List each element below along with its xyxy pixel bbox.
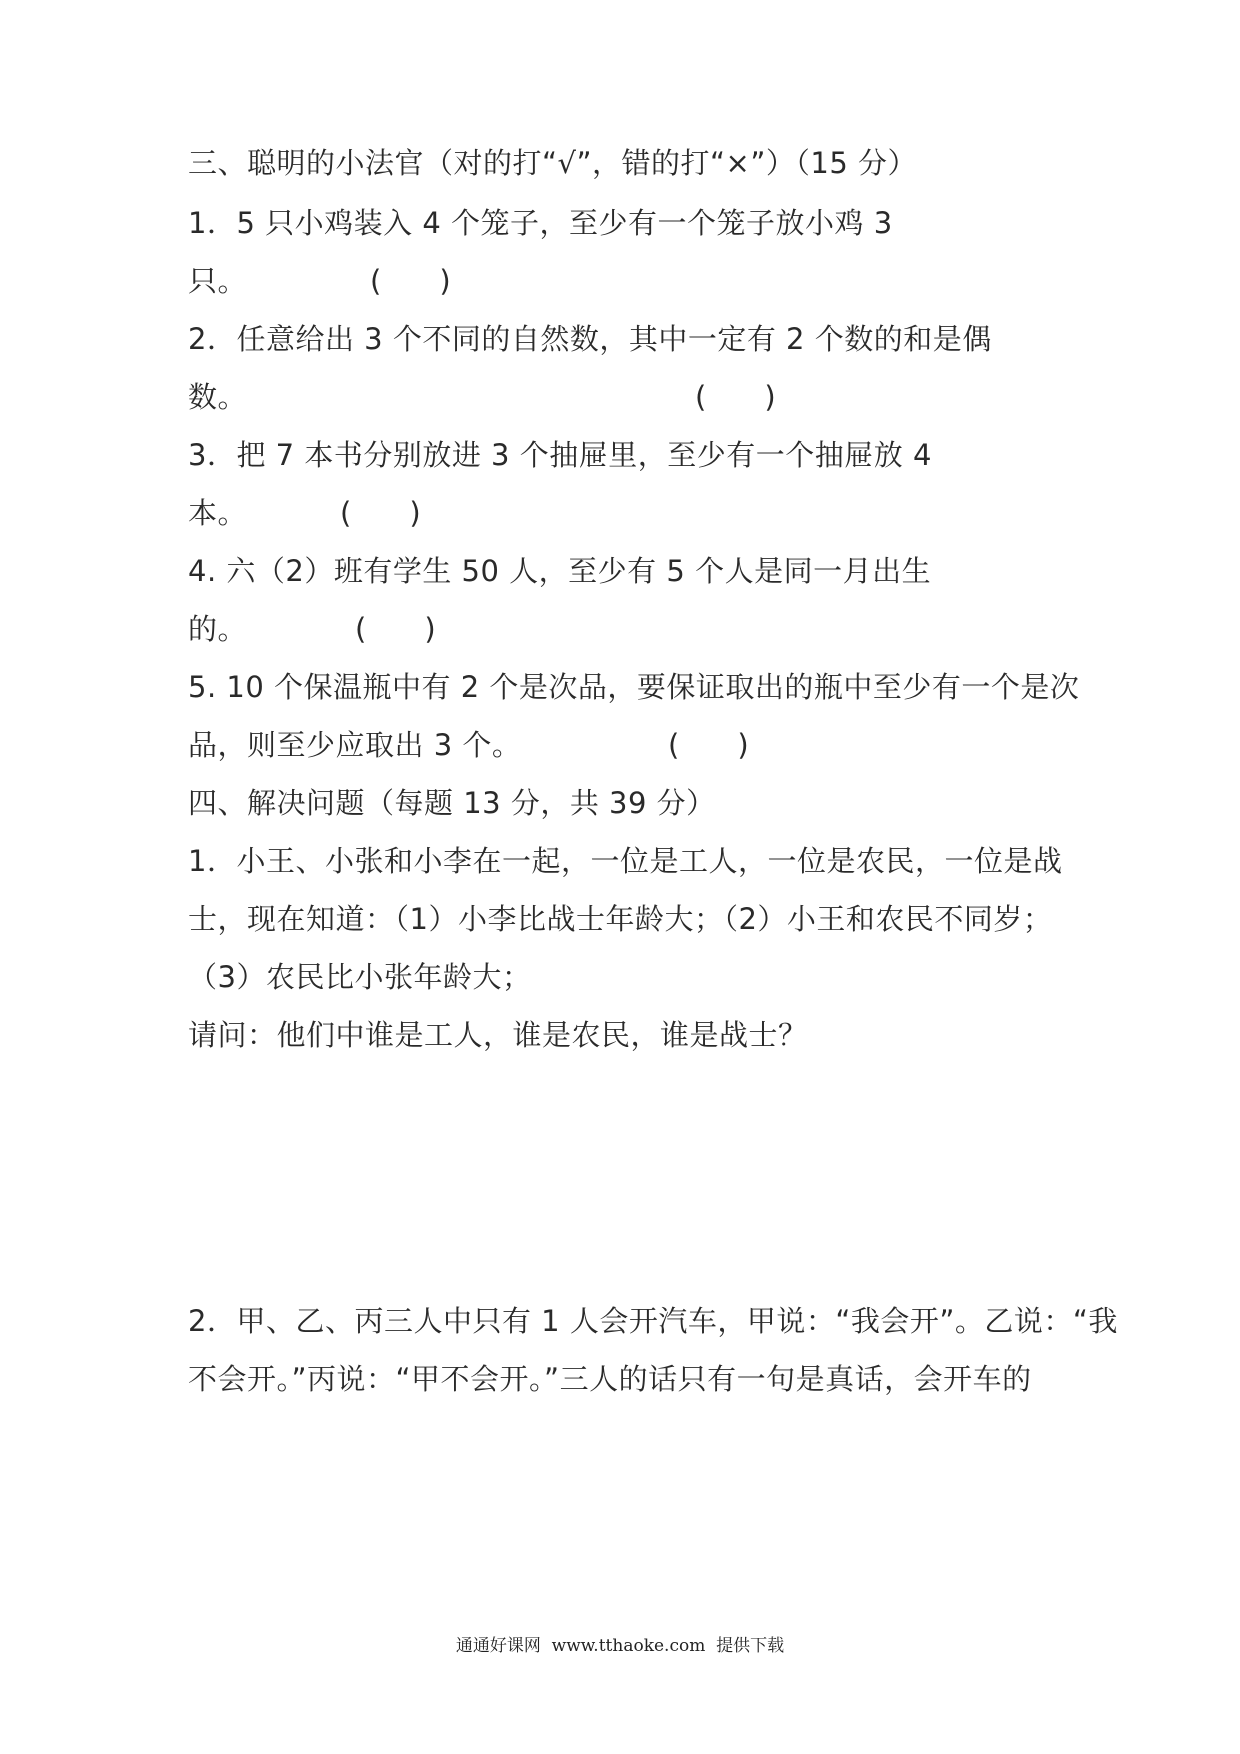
question-3-line-1: 3．把 7 本书分别放进 3 个抽屉里，至少有一个抽屉放 4 [188, 438, 932, 472]
question-1-line-2: 只。 [188, 264, 248, 298]
question-2-line-2: 数。 [188, 380, 248, 414]
question-1-line-1: 1．5 只小鸡装入 4 个笼子，至少有一个笼子放小鸡 3 [188, 206, 893, 240]
problem-1-question: 请问：他们中谁是工人，谁是农民，谁是战士？ [188, 1018, 808, 1052]
question-4-line-2: 的。 [188, 612, 248, 646]
question-5-line-2: 品，则至少应取出 3 个。 [188, 728, 522, 762]
question-5-line-1: 5. 10 个保温瓶中有 2 个是次品，要保证取出的瓶中至少有一个是次 [188, 670, 1080, 704]
section-3-heading: 三、聪明的小法官（对的打“√”，错的打“×”）（15 分） [188, 146, 917, 180]
question-3-answer-blank[interactable]: ( ) [340, 496, 421, 530]
question-4-line-1: 4. 六（2）班有学生 50 人，至少有 5 个人是同一月出生 [188, 554, 932, 588]
question-5-answer-blank[interactable]: ( ) [668, 728, 749, 762]
question-1-answer-blank[interactable]: ( ) [370, 264, 451, 298]
question-2-answer-blank[interactable]: ( ) [695, 380, 776, 414]
problem-1-line-1: 1．小王、小张和小李在一起，一位是工人，一位是农民，一位是战 [188, 844, 1063, 878]
question-2-line-1: 2．任意给出 3 个不同的自然数，其中一定有 2 个数的和是偶 [188, 322, 992, 356]
question-3-line-2: 本。 [188, 496, 248, 530]
question-4-answer-blank[interactable]: ( ) [355, 612, 436, 646]
problem-1-line-3: （3）农民比小张年龄大； [188, 960, 532, 994]
problem-1-line-2: 士，现在知道：（1）小李比战士年龄大；（2）小王和农民不同岁； [188, 902, 1053, 936]
section-4-heading: 四、解决问题（每题 13 分，共 39 分） [188, 786, 716, 820]
problem-2-line-1: 2．甲、乙、丙三人中只有 1 人会开汽车，甲说：“我会开”。乙说：“我 [188, 1304, 1118, 1338]
problem-2-line-2: 不会开。”丙说：“甲不会开。”三人的话只有一句是真话，会开车的 [188, 1362, 1032, 1396]
page-footer: 通通好课网 www.tthaoke.com 提供下载 [455, 1636, 785, 1656]
